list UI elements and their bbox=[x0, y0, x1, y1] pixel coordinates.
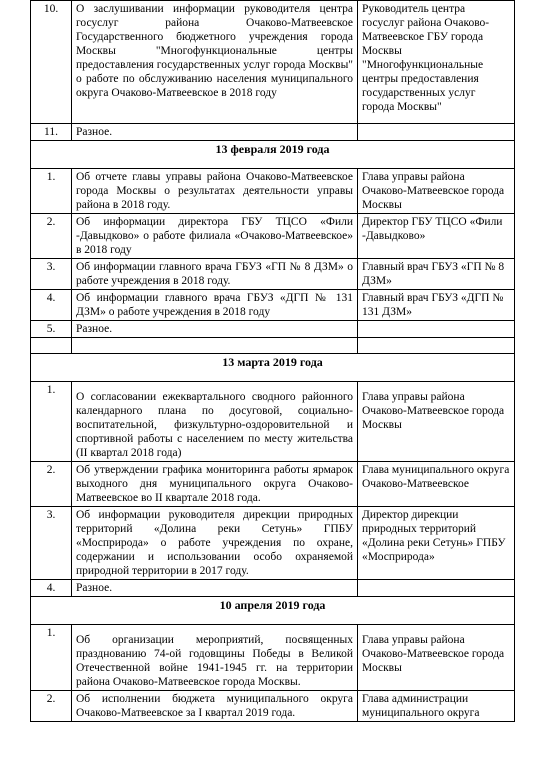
table-row bbox=[31, 169, 515, 214]
responsible-person: Глава управы района Очаково-Матвеевское города Москвы bbox=[358, 382, 515, 462]
agenda-topic: Об утверждении графика мониторинга работы ярмарок выходного дня муниципального округа Очаково-Матвеевское во II квартале 2018 года. bbox=[72, 462, 358, 507]
responsible-person: Главный врач ГБУЗ «ДГП № 131 ДЗМ» bbox=[358, 290, 515, 321]
row-number: 3. bbox=[31, 507, 72, 580]
row-number: 1. bbox=[31, 382, 72, 462]
agenda-topic: Об информации главного врача ГБУЗ «ДГП № 131 ДЗМ» о работе учреждения в 2018 году bbox=[72, 290, 358, 321]
date-header-row bbox=[31, 141, 515, 169]
meeting-date: 10 апреля 2019 года bbox=[31, 597, 515, 625]
table-row bbox=[31, 1, 515, 124]
agenda-topic: О согласовании ежеквартального сводного районного календарного плана по досуговой, социально-воспитательной, физкультурно-оздоровительной и спортивной работы с населением по месту жительства (II квартал 2018 года) bbox=[72, 382, 358, 462]
agenda-topic: Об отчете главы управы района Очаково-Матвеевское города Москвы о результатах деятельности управы района в 2018 году. bbox=[72, 169, 358, 214]
agenda-topic: Об информации руководителя дирекции природных территорий «Долина реки Сетунь» ГПБУ «Мосприрода» о работе учреждения по охране, содержании и использовании особо охраняемой природной территории в 2017 году. bbox=[72, 507, 358, 580]
agenda-topic: Разное. bbox=[72, 580, 358, 597]
date-header-row bbox=[31, 597, 515, 625]
responsible-person: Директор дирекции природных территорий «Долина реки Сетунь» ГПБУ «Мосприрода» bbox=[358, 507, 515, 580]
agenda-topic: Об информации главного врача ГБУЗ «ГП № 8 ДЗМ» о работе учреждения в 2018 году. bbox=[72, 259, 358, 290]
meeting-date: 13 февраля 2019 года bbox=[31, 141, 515, 169]
row-number: 2. bbox=[31, 214, 72, 259]
agenda-topic: Об исполнении бюджета муниципального округа Очаково-Матвеевское за I квартал 2019 года. bbox=[72, 691, 358, 722]
date-header-row bbox=[31, 354, 515, 382]
agenda-topic: Об информации директора ГБУ ТЦСО «Фили -Давыдково» о работе филиала «Очаково-Матвеевское» в 2018 году bbox=[72, 214, 358, 259]
table-row bbox=[31, 625, 515, 691]
row-number: 3. bbox=[31, 259, 72, 290]
agenda-topic: Разное. bbox=[72, 321, 358, 338]
meeting-plan-table bbox=[30, 0, 515, 722]
table-row bbox=[31, 124, 515, 141]
row-number: 10. bbox=[31, 1, 72, 124]
row-number: 11. bbox=[31, 124, 72, 141]
meeting-date: 13 марта 2019 года bbox=[31, 354, 515, 382]
responsible-person: Директор ГБУ ТЦСО «Фили -Давыдково» bbox=[358, 214, 515, 259]
table-row bbox=[31, 214, 515, 259]
responsible-person bbox=[358, 580, 515, 597]
row-number: 4. bbox=[31, 290, 72, 321]
table-row bbox=[31, 259, 515, 290]
spacer-cell bbox=[358, 338, 515, 354]
row-number: 5. bbox=[31, 321, 72, 338]
table-row bbox=[31, 382, 515, 462]
row-number: 1. bbox=[31, 625, 72, 691]
responsible-person bbox=[358, 321, 515, 338]
spacer-cell bbox=[72, 338, 358, 354]
responsible-person: Глава управы района Очаково-Матвеевское города Москвы bbox=[358, 169, 515, 214]
responsible-person: Глава администрации муниципального округа bbox=[358, 691, 515, 722]
spacer-row bbox=[31, 338, 515, 354]
responsible-person: Глава муниципального округа Очаково-Матвеевское bbox=[358, 462, 515, 507]
spacer-cell bbox=[31, 338, 72, 354]
row-number: 4. bbox=[31, 580, 72, 597]
agenda-topic: О заслушивании информации руководителя центра госуслуг района Очаково-Матвеевское Государственного бюджетного учреждения города Москвы "Многофункциональные центры предоставления государственных услуг города Москвы" о работе по обслуживанию населения муниципального округа Очаково-Матвеевское в 2018 году bbox=[72, 1, 358, 124]
table-row bbox=[31, 691, 515, 722]
responsible-person bbox=[358, 124, 515, 141]
responsible-person: Руководитель центра госуслуг района Очаково-Матвеевское ГБУ города Москвы "Многофункциональные центры предоставления государственных услуг города Москвы" bbox=[358, 1, 515, 124]
agenda-topic: Разное. bbox=[72, 124, 358, 141]
table-row bbox=[31, 580, 515, 597]
table-row bbox=[31, 290, 515, 321]
responsible-person: Глава управы района Очаково-Матвеевское города Москвы bbox=[358, 625, 515, 691]
responsible-person: Главный врач ГБУЗ «ГП № 8 ДЗМ» bbox=[358, 259, 515, 290]
row-number: 1. bbox=[31, 169, 72, 214]
table-row bbox=[31, 462, 515, 507]
table-row bbox=[31, 507, 515, 580]
agenda-topic: Об организации мероприятий, посвященных празднованию 74-ой годовщины Победы в Великой Отечественной войне 1941-1945 гг. на территории района Очаково-Матвеевское города Москвы. bbox=[72, 625, 358, 691]
table-row bbox=[31, 321, 515, 338]
row-number: 2. bbox=[31, 691, 72, 722]
row-number: 2. bbox=[31, 462, 72, 507]
